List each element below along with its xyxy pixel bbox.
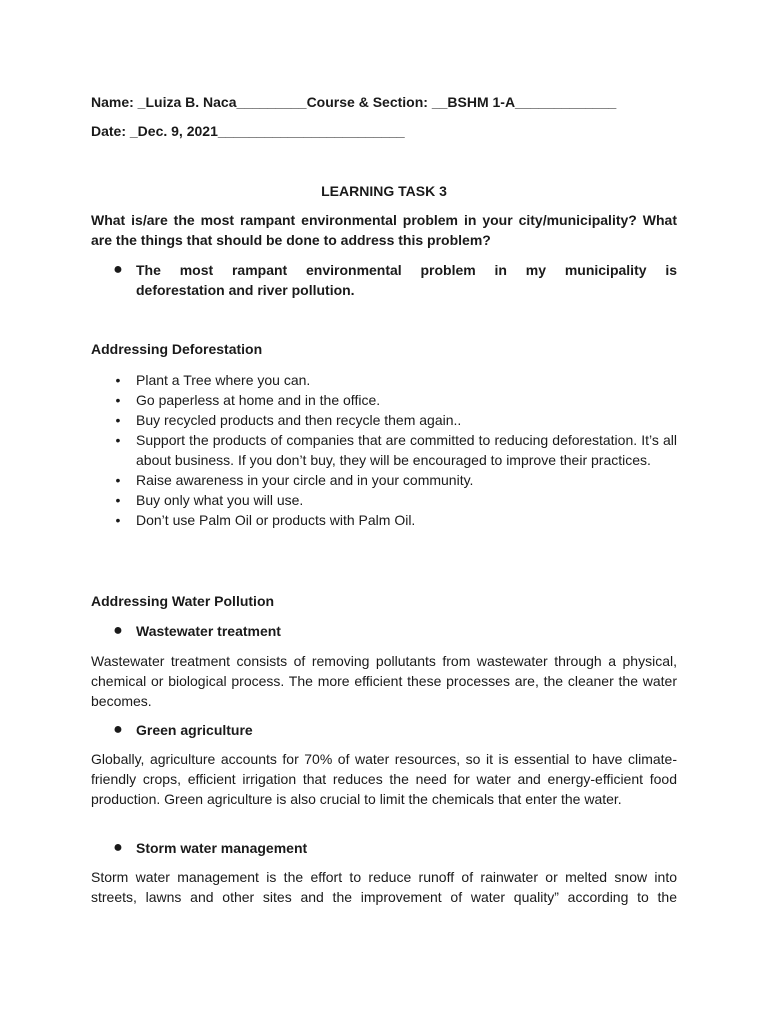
list-item: ● Wastewater treatment	[113, 622, 281, 639]
list-item: • Plant a Tree where you can.	[91, 370, 677, 390]
date-line: Date: _Dec. 9, 2021________________________	[91, 123, 405, 139]
green-agriculture-bullet	[91, 720, 677, 740]
bullet-icon: •	[115, 412, 121, 428]
bullet-icon: •	[115, 472, 121, 488]
bullet-icon: ●	[113, 839, 123, 856]
deforestation-list	[91, 370, 677, 530]
green-agriculture-paragraph: Globally, agriculture accounts for 70% of water resources, so it is essential to have climate-friendly crops, efficient irrigation that reduces the need for water and energy-efficient food production. Green agriculture is also crucial to limit the chemicals that enter the water.	[91, 751, 677, 807]
answer-line-2: deforestation and river pollution.	[136, 282, 355, 298]
bullet-icon: •	[115, 492, 121, 508]
storm-water-paragraph: Storm water management is the effort to reduce runoff of rainwater or melted snow into streets, lawns and other sites and the improvement of water quality” according to the	[91, 869, 677, 905]
deforestation-heading: Addressing Deforestation	[91, 341, 263, 357]
answer-item	[91, 260, 677, 300]
list-item: • Buy recycled products and then recycle them again..	[91, 410, 677, 430]
list-item: • Support the products of companies that are committed to reducing deforestation. It’s all about business. If you don’t buy, they will be encouraged to improve their practices.	[91, 430, 677, 470]
list-item: • Don’t use Palm Oil or products with Palm Oil.	[91, 510, 677, 530]
list-item: • Go paperless at home and in the office.	[91, 390, 677, 410]
water-heading: Addressing Water Pollution	[91, 593, 275, 609]
name-course-line: Name: _Luiza B. Naca_________Course & Section: __BSHM 1-A_____________	[91, 94, 617, 110]
bullet-icon: •	[115, 372, 121, 388]
bullet-icon: •	[115, 392, 121, 408]
bullet-icon: ●	[113, 721, 123, 738]
bullet-icon: •	[115, 432, 121, 448]
wastewater-paragraph: Wastewater treatment consists of removing pollutants from wastewater through a physical, chemical or biological process. The more efficient these processes are, the cleaner the water becomes.	[91, 653, 677, 709]
bullet-icon: •	[115, 512, 121, 528]
bullet-icon: ●	[113, 622, 123, 639]
list-item: • Buy only what you will use.	[91, 490, 677, 510]
list-item: • Raise awareness in your circle and in your community.	[91, 470, 677, 490]
answer-list	[91, 260, 677, 300]
bullet-icon: ●	[113, 261, 123, 278]
question-text: What is/are the most rampant environmental problem in your city/municipality? What are the things that should be done to address this problem?	[91, 212, 677, 248]
wastewater-bullet	[91, 621, 677, 641]
list-item: ● Storm water management	[113, 839, 308, 856]
list-item: ● Green agriculture	[113, 721, 253, 738]
task-title: LEARNING TASK 3	[321, 183, 447, 199]
storm-water-bullet	[91, 838, 677, 858]
answer-line-1: The most rampant environmental problem in my municipality is	[136, 262, 677, 278]
